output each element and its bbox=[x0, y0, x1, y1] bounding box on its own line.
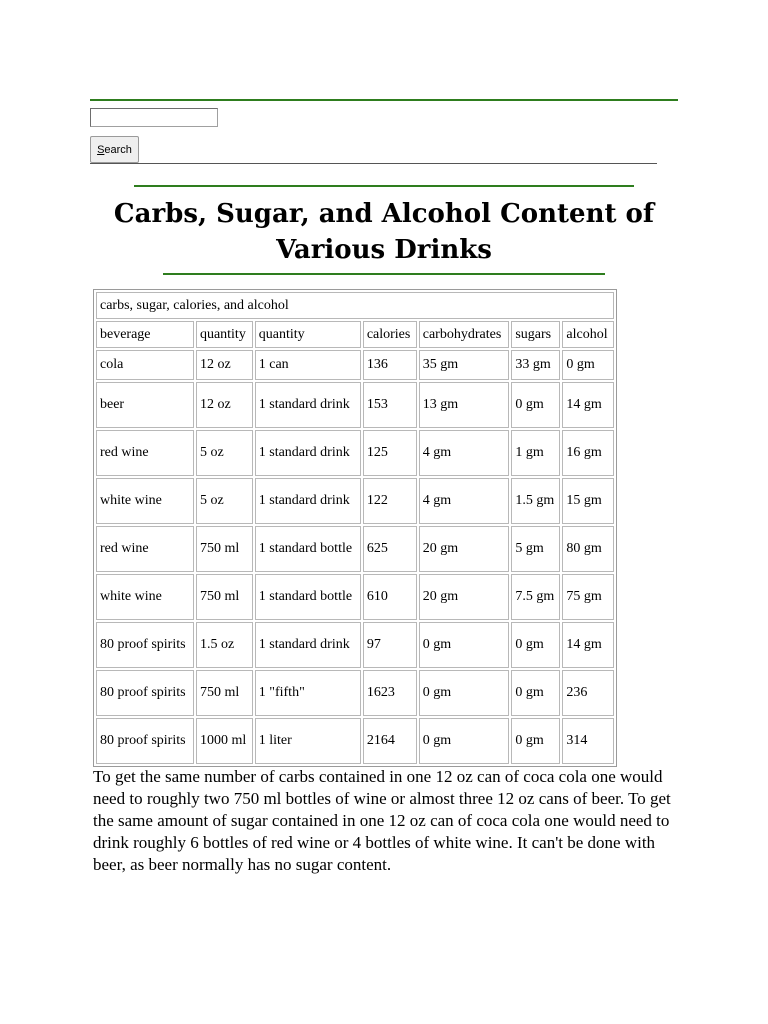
table-row bbox=[96, 718, 614, 764]
cell-calories: 1623 bbox=[363, 670, 417, 716]
cell-calories: 610 bbox=[363, 574, 417, 620]
cell-alcohol: 0 gm bbox=[562, 350, 614, 380]
cell-quantity: 750 ml bbox=[196, 670, 253, 716]
table-row bbox=[96, 670, 614, 716]
cell-alcohol: 314 bbox=[562, 718, 614, 764]
cell-quantity-2: 1 can bbox=[255, 350, 361, 380]
cell-calories: 97 bbox=[363, 622, 417, 668]
cell-calories: 122 bbox=[363, 478, 417, 524]
cell-quantity-2: 1 "fifth" bbox=[255, 670, 361, 716]
cell-calories: 125 bbox=[363, 430, 417, 476]
cell-sugars: 1.5 gm bbox=[511, 478, 560, 524]
cell-alcohol: 14 gm bbox=[562, 622, 614, 668]
cell-beverage: red wine bbox=[96, 430, 194, 476]
cell-sugars: 5 gm bbox=[511, 526, 560, 572]
header-beverage: beverage bbox=[96, 321, 194, 348]
table-header-row bbox=[96, 321, 614, 348]
cell-carbohydrates: 0 gm bbox=[419, 670, 510, 716]
title-divider-top bbox=[134, 185, 634, 187]
cell-sugars: 7.5 gm bbox=[511, 574, 560, 620]
cell-quantity: 5 oz bbox=[196, 430, 253, 476]
table-row bbox=[96, 526, 614, 572]
cell-alcohol: 15 gm bbox=[562, 478, 614, 524]
cell-beverage: 80 proof spirits bbox=[96, 670, 194, 716]
table-row bbox=[96, 430, 614, 476]
cell-calories: 2164 bbox=[363, 718, 417, 764]
header-sugars: sugars bbox=[511, 321, 560, 348]
table-row bbox=[96, 574, 614, 620]
search-input[interactable] bbox=[90, 108, 218, 127]
search-divider bbox=[90, 163, 657, 164]
cell-beverage: white wine bbox=[96, 574, 194, 620]
cell-alcohol: 14 gm bbox=[562, 382, 614, 428]
header-carbohydrates: carbohydrates bbox=[419, 321, 510, 348]
cell-alcohol: 236 bbox=[562, 670, 614, 716]
cell-beverage: 80 proof spirits bbox=[96, 718, 194, 764]
cell-sugars: 1 gm bbox=[511, 430, 560, 476]
cell-carbohydrates: 13 gm bbox=[419, 382, 510, 428]
title-divider-bottom bbox=[163, 273, 605, 275]
cell-quantity: 1.5 oz bbox=[196, 622, 253, 668]
cell-carbohydrates: 35 gm bbox=[419, 350, 510, 380]
page-title: Carbs, Sugar, and Alcohol Content of Various Drinks bbox=[113, 199, 655, 265]
table-row bbox=[96, 622, 614, 668]
cell-alcohol: 16 gm bbox=[562, 430, 614, 476]
summary-paragraph: To get the same number of carbs contained in one 12 oz can of coca cola one would need to roughly two 750 ml bottles of wine or almost three 12 oz cans of beer. To get the same amount of sugar contained in one 12 oz can of coca cola one would need to drink roughly 6 bottles of red wine or 4 bottles of white wine. It can't be done with beer, as beer normally has no sugar content. bbox=[93, 767, 671, 874]
cell-quantity-2: 1 standard drink bbox=[255, 430, 361, 476]
header-calories: calories bbox=[363, 321, 417, 348]
cell-quantity: 12 oz bbox=[196, 350, 253, 380]
cell-carbohydrates: 0 gm bbox=[419, 622, 510, 668]
cell-sugars: 33 gm bbox=[511, 350, 560, 380]
cell-sugars: 0 gm bbox=[511, 622, 560, 668]
cell-carbohydrates: 0 gm bbox=[419, 718, 510, 764]
search-button[interactable] bbox=[90, 136, 139, 163]
table-caption: carbs, sugar, calories, and alcohol bbox=[96, 292, 614, 319]
top-divider bbox=[90, 99, 678, 101]
cell-quantity-2: 1 liter bbox=[255, 718, 361, 764]
table-row bbox=[96, 382, 614, 428]
search-button-accel: S bbox=[97, 143, 105, 156]
cell-quantity-2: 1 standard drink bbox=[255, 478, 361, 524]
cell-quantity: 12 oz bbox=[196, 382, 253, 428]
search-button-label: earch bbox=[104, 143, 132, 156]
header-alcohol: alcohol bbox=[562, 321, 614, 348]
cell-carbohydrates: 4 gm bbox=[419, 430, 510, 476]
table-row bbox=[96, 350, 614, 380]
cell-sugars: 0 gm bbox=[511, 382, 560, 428]
cell-calories: 153 bbox=[363, 382, 417, 428]
cell-quantity: 750 ml bbox=[196, 574, 253, 620]
cell-alcohol: 80 gm bbox=[562, 526, 614, 572]
header-quantity: quantity bbox=[196, 321, 253, 348]
table-row bbox=[96, 478, 614, 524]
cell-beverage: red wine bbox=[96, 526, 194, 572]
cell-quantity-2: 1 standard bottle bbox=[255, 574, 361, 620]
cell-beverage: 80 proof spirits bbox=[96, 622, 194, 668]
cell-carbohydrates: 20 gm bbox=[419, 526, 510, 572]
cell-beverage: cola bbox=[96, 350, 194, 380]
header-quantity-2: quantity bbox=[255, 321, 361, 348]
cell-quantity-2: 1 standard drink bbox=[255, 622, 361, 668]
cell-quantity: 750 ml bbox=[196, 526, 253, 572]
cell-beverage: beer bbox=[96, 382, 194, 428]
cell-sugars: 0 gm bbox=[511, 718, 560, 764]
cell-sugars: 0 gm bbox=[511, 670, 560, 716]
drinks-table bbox=[93, 289, 617, 767]
cell-calories: 625 bbox=[363, 526, 417, 572]
cell-quantity: 1000 ml bbox=[196, 718, 253, 764]
cell-calories: 136 bbox=[363, 350, 417, 380]
cell-quantity-2: 1 standard bottle bbox=[255, 526, 361, 572]
cell-alcohol: 75 gm bbox=[562, 574, 614, 620]
cell-carbohydrates: 4 gm bbox=[419, 478, 510, 524]
cell-carbohydrates: 20 gm bbox=[419, 574, 510, 620]
cell-quantity: 5 oz bbox=[196, 478, 253, 524]
table-caption-row bbox=[96, 292, 614, 319]
cell-beverage: white wine bbox=[96, 478, 194, 524]
cell-quantity-2: 1 standard drink bbox=[255, 382, 361, 428]
